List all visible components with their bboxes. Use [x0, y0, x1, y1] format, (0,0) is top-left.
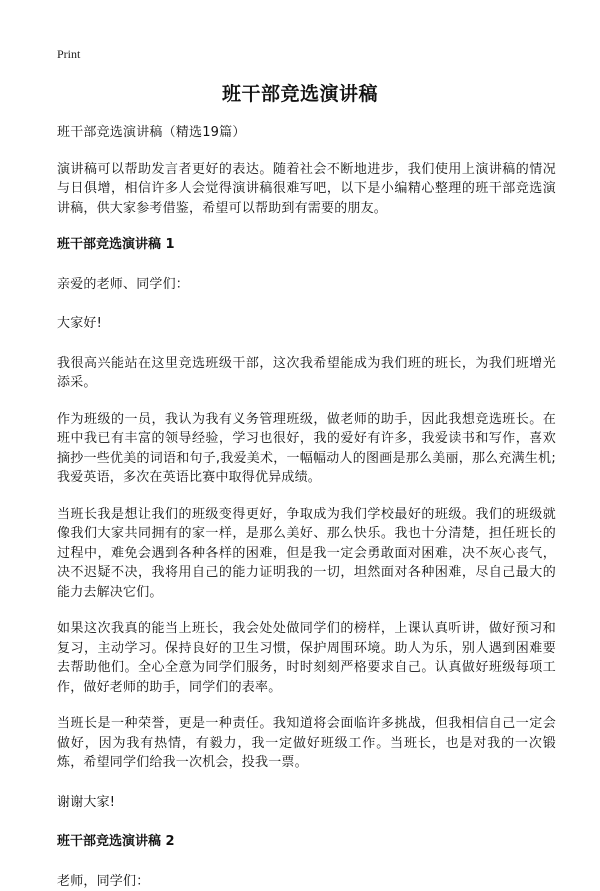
document-body [57, 123, 556, 891]
body-paragraph: 作为班级的一员，我认为我有义务管理班级，做老师的助手，因此我想竞选班长。在班中我已有丰富的领导经验，学习也很好，我的爱好有许多，我爱读书和写作，喜欢摘抄一些优美的词语和句子,我爱美术，一幅幅动人的图画是那么美丽，那么充满生机;我爱英语，多次在英语比赛中取得优异成绩。 [57, 410, 556, 488]
document-title: 班干部竞选演讲稿 [0, 79, 600, 106]
document-subtitle: 班干部竞选演讲稿（精选19篇） [57, 123, 556, 143]
body-paragraph: 我很高兴能站在这里竞选班级干部，这次我希望能成为我们班的班长，为我们班增光添采。 [57, 354, 556, 393]
thanks-paragraph: 谢谢大家! [57, 793, 556, 813]
body-paragraph: 当班长是一种荣誉，更是一种责任。我知道将会面临许多挑战，但我相信自己一定会做好，因为我有热情，有毅力，我一定做好班级工作。当班长，也是对我的一次锻炼，希望同学们给我一次机会，投我一票。 [57, 714, 556, 773]
intro-paragraph: 演讲稿可以帮助发言者更好的表达。随着社会不断地进步，我们使用上演讲稿的情况与日俱增，相信许多人会觉得演讲稿很难写吧，以下是小编精心整理的班干部竞选演讲稿，供大家参考借鉴，希望可以帮助到有需要的朋友。 [57, 160, 556, 219]
greeting-paragraph: 老师，同学们： [57, 872, 556, 891]
body-paragraph: 当班长我是想让我们的班级变得更好，争取成为我们学校最好的班级。我们的班级就像我们大家共同拥有的家一样，是那么美好、那么快乐。我也十分清楚，担任班长的 过程中，难免会遇到各种各样的困难，但是我一定会勇敢面对困难，决不灰心丧气，决不迟疑不决，我将用自己的能力证明我的一切，坦然面对各种困难，尽自己最大的能力去解决它们。 [57, 505, 556, 603]
hello-paragraph: 大家好! [57, 314, 556, 334]
section-heading-2: 班干部竞选演讲稿 2 [57, 832, 556, 852]
body-paragraph: 如果这次我真的能当上班长，我会处处做同学们的榜样，上课认真听讲，做好预习和复习，主动学习。保持良好的卫生习惯，保护周围环境。助人为乐，别人遇到困难要去帮助他们。全心全意为同学们服务，时时刻刻严格要求自己。认真做好班级每项工作，做好老师的助手，同学们的表率。 [57, 619, 556, 697]
greeting-paragraph: 亲爱的老师、同学们： [57, 275, 556, 295]
section-heading-1: 班干部竞选演讲稿 1 [57, 235, 556, 255]
print-link[interactable]: Print [57, 47, 80, 62]
